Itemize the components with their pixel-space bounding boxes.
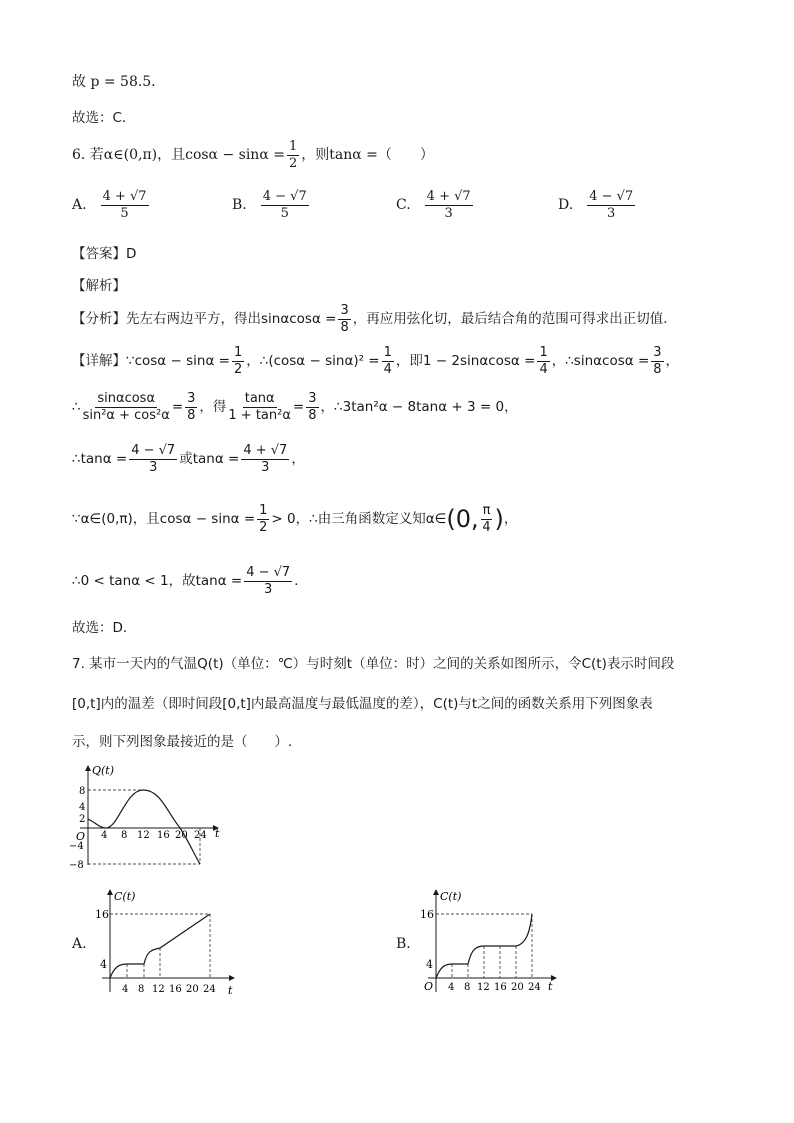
- xiangjie-line-2: ∴ $\frac{\sin\alpha\cos\alpha}{\text{sin²α + cos²α}}$ = $\frac{3}{8}$ ，得 $\frac{\tan\alpha}{\text{1 + tan²α}}$ = $\frac{3}{8}$ ，∴3tan²α − 8tanα + 3 = 0，: [72, 391, 518, 423]
- answer-tag: 【答案】D: [72, 246, 137, 262]
- graph-b-origin: O: [424, 980, 434, 993]
- analysis-tag: 【解析】: [72, 278, 126, 294]
- graph-b-xtick-16: 16: [494, 982, 507, 993]
- line-choose-d: 故选：D.: [72, 620, 128, 636]
- xiangjie-line-4: ∵α∈(0,π)，且cosα − sinα = $\frac{1}{2}$ > 0，∴由三角函数定义知α∈ (0, $\frac{\pi}{4}$ ) ，: [72, 503, 518, 535]
- q6-stem-text-a: 6. 若α∈(0,π)，且cosα − sinα =: [72, 147, 285, 164]
- graph-a-option-label[interactable]: A.: [72, 936, 87, 952]
- graph-a-xtick-20: 20: [186, 984, 199, 995]
- graph-q-ytick-4: 4: [79, 802, 86, 813]
- graph-q-xtick-4: 4: [101, 830, 108, 841]
- graph-b[interactable]: [414, 886, 574, 998]
- option-b[interactable]: B. $\frac{4 - √7}{5}$: [232, 189, 307, 221]
- graph-q-ytick-8: 8: [79, 786, 86, 797]
- line-choose-c: 故选：C．: [72, 110, 136, 126]
- graph-q-origin: O: [76, 830, 86, 843]
- graph-q-curve: [88, 790, 200, 864]
- graph-q-ytick-m4: −4: [69, 841, 84, 852]
- graph-q-xtick-24: 24: [194, 830, 207, 841]
- graph-b-xtick-24: 24: [528, 982, 541, 993]
- q7-line-2: [0,t]内的温差（即时间段[0,t]内最高温度与最低温度的差），C(t)与t之间的函数关系用下列图象表: [72, 696, 653, 712]
- graph-a-xtick-4: 4: [122, 984, 129, 995]
- option-c[interactable]: C. $\frac{4 + √7}{3}$: [396, 189, 471, 221]
- graph-q-xtick-12: 12: [137, 830, 150, 841]
- graph-q: [60, 760, 240, 872]
- graph-b-xtick-12: 12: [477, 982, 490, 993]
- graph-q-xtick-20: 20: [175, 830, 188, 841]
- q6-stem-text-b: ，则tanα =（ ）: [301, 147, 434, 164]
- graph-b-xlabel: t: [548, 980, 553, 993]
- fenxi-line: 【分析】先左右两边平方，得出sinαcosα = $\frac{3}{8}$ ，再应用弦化切，最后结合角的范围可得求出正切值．: [72, 303, 677, 335]
- graph-a-xlabel: t: [228, 984, 233, 997]
- graph-b-ytick-4: 4: [426, 958, 433, 971]
- graph-b-option-label[interactable]: B.: [396, 936, 411, 952]
- graph-a[interactable]: [92, 886, 252, 998]
- graph-q-ytick-2: 2: [79, 814, 86, 825]
- graph-b-ytick-16: 16: [420, 908, 434, 921]
- q7-line-3: 示，则下列图象最接近的是（ ）.: [72, 734, 293, 750]
- graph-q-ylabel: Q(t): [92, 764, 115, 777]
- q7-line-1: 7. 某市一天内的气温Q(t)（单位：℃）与时刻t（单位：时）之间的关系如图所示，令C(t)表示时间段: [72, 656, 675, 672]
- fenxi-frac: $\frac{3}{8}$: [340, 303, 349, 335]
- graph-a-ytick-16: 16: [95, 908, 109, 921]
- line-p-value: 故 p = 58.5．: [72, 74, 166, 90]
- graph-b-xtick-20: 20: [511, 982, 524, 993]
- graph-a-xtick-24: 24: [203, 984, 216, 995]
- graph-q-xlabel: t: [215, 827, 220, 840]
- graph-q-ytick-m8: −8: [69, 860, 84, 871]
- graph-q-xtick-8: 8: [121, 830, 128, 841]
- option-d[interactable]: D. $\frac{4 - √7}{3}$: [558, 189, 634, 221]
- xiangjie-line-5: ∴0 < tanα < 1，故tanα = $\frac{4 - √7}{3}$ ．: [72, 565, 308, 597]
- xiangjie-line-3: ∴tanα = $\frac{4 - √7}{3}$ 或tanα = $\frac{4 + √7}{3}$ ，: [72, 443, 305, 475]
- q6-stem-frac: $\frac{1}{2}$: [288, 139, 298, 171]
- graph-a-xtick-8: 8: [138, 984, 145, 995]
- graph-a-xtick-12: 12: [152, 984, 165, 995]
- graph-a-ylabel: C(t): [114, 890, 136, 903]
- graph-b-xtick-8: 8: [464, 982, 471, 993]
- xiangjie-line-1: 【详解】∵cosα − sinα = $\frac{1}{2}$ ，∴(cosα − sinα)² = $\frac{1}{4}$ ，即1 − 2sinαcosα = $\frac{1}{4}$ ，∴sinαcosα = $\frac{3}{8}$ ，: [72, 345, 680, 377]
- graph-a-ytick-4: 4: [100, 958, 107, 971]
- graph-b-xtick-4: 4: [448, 982, 455, 993]
- graph-b-ylabel: C(t): [440, 890, 462, 903]
- graph-q-xtick-16: 16: [157, 830, 170, 841]
- option-a[interactable]: A. $\frac{4 + √7}{5}$: [72, 189, 147, 221]
- graph-a-xtick-16: 16: [169, 984, 182, 995]
- q6-stem: [72, 140, 434, 170]
